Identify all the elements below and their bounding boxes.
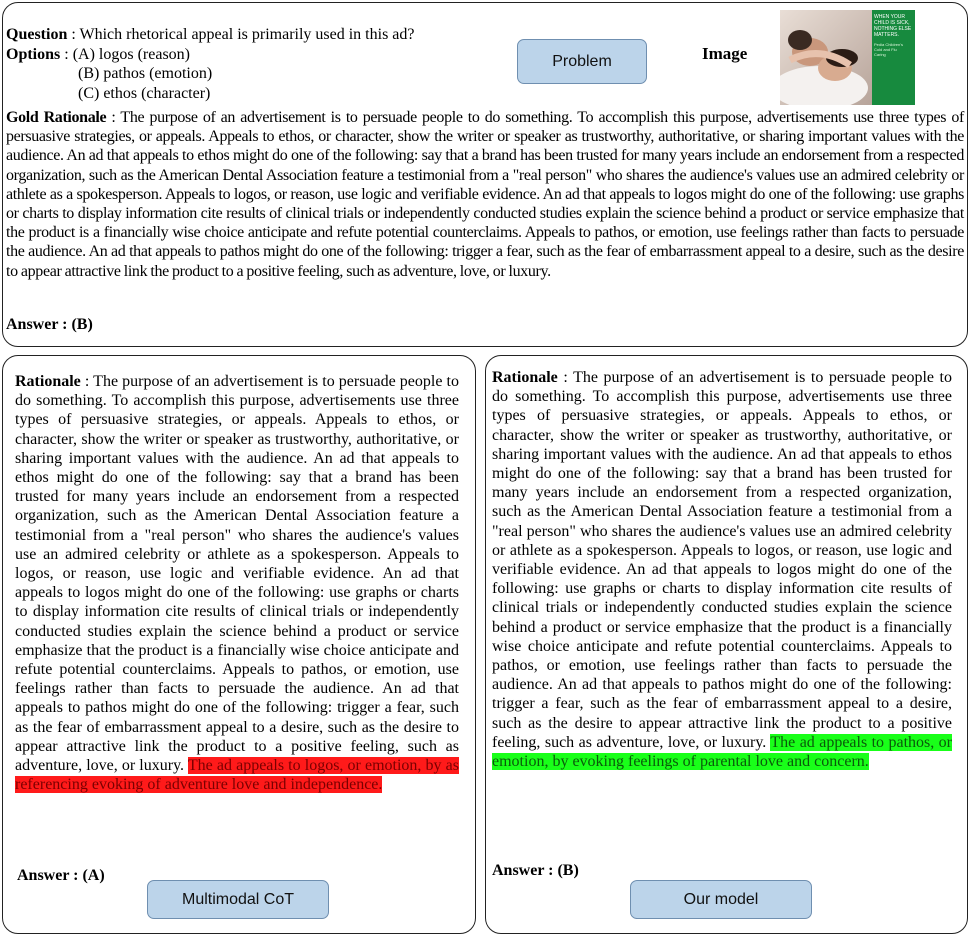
our-model-button[interactable]: Our model	[630, 880, 812, 919]
ad-thumbnail-image	[780, 10, 915, 105]
right-rationale-label: Rationale	[492, 369, 558, 386]
right-answer	[492, 861, 579, 880]
option-b-row	[6, 64, 506, 84]
left-rationale-label: Rationale	[15, 373, 81, 390]
ad-thumb-line: MATTERS.	[874, 32, 899, 38]
question-text: Which rhetorical appeal is primarily used in this ad?	[79, 26, 415, 43]
gold-rationale: Gold Rationale : The purpose of an advertisement is to persuade people to do something. To accomplish this purpose, advertisements use three types of persuasive strategies, or appeals. Appeals to ethos, or character, show the writer or speaker as trustworthy, authoritative, or sharing important values with the audience. An ad that appeals to ethos might do one of the following: say that a brand has been trusted for many years include an endorsement from a respected organization, such as the American Dental Association feature a testimonial from a "real person" who shares the audience's values use an admired celebrity or athlete as a spokesperson. Appeals to logos, or reason, use logic and verifiable evidence. An ad that appeals to logos might do one of the following: use graphs or charts to display information cite results of clinical trials or independently conducted studies explain the science behind a product or service emphasize that the product is a financially wise choice anticipate and refute potential counterclaims. Appeals to pathos, or emotion, use feelings rather than facts to persuade the audience. An ad that appeals to pathos might do one of the following: trigger a fear, such as the fear of embarrassment appeal to a desire, such as the desire to appear attractive link the product to a positive feeling, such as adventure, love, or luxury.	[6, 109, 964, 280]
question-block	[6, 25, 506, 103]
ad-thumb-line: WHEN YOUR	[874, 14, 906, 20]
right-answer-label: Answer : (B)	[492, 862, 579, 879]
options-row: Options : (A) logos (reason)	[6, 45, 190, 63]
gold-answer	[6, 315, 93, 334]
left-rationale: Rationale : The purpose of an advertisement is to persuade people to do something. To accomplish this purpose, advertisements use three types of persuasive strategies, or appeals. Appeals to ethos, or character, show the writer or speaker as trustworthy, authoritative, or sharing important values with the audience. An ad that appeals to ethos might do one of the following: say that a brand has been trusted for many years include an endorsement from a respected organization, such as the American Dental Association feature a testimonial from a "real person" who shares the audience's values use an admired celebrity or athlete as a spokesperson. Appeals to logos, or reason, use logic and verifiable evidence. An ad that appeals to logos might do one of the following: use graphs or charts to display information cite results of clinical trials or independently conducted studies explain the science behind a product or service emphasize that the product is a financially wise choice anticipate and refute potential counterclaims. Appeals to pathos, or emotion, use feelings rather than facts to persuade the audience. An ad that appeals to pathos might do one of the following: trigger a fear, such as the fear of embarrassment appeal to a desire, such as the desire to appear attractive link the product to a positive feeling, such as adventure, love, or luxury. The ad appeals to logos, or emotion, by as referencing evoking of adventure love and independence.	[15, 373, 459, 794]
image-label: Image	[702, 44, 748, 63]
ad-thumbnail-text	[874, 14, 914, 57]
option-c: (C) ethos (character)	[78, 84, 211, 102]
problem-button[interactable]: Problem	[517, 39, 647, 84]
ad-thumb-line: Pedia Children's	[874, 42, 904, 47]
question-row: Question : Which rhetorical appeal is primarily used in this ad?	[6, 26, 415, 43]
multimodal-cot-button[interactable]: Multimodal CoT	[147, 880, 329, 919]
option-a: (A) logos (reason)	[72, 45, 190, 63]
left-highlight-text: The ad appeals to logos, or emotion, by as referencing evoking of adventure love and independence.	[15, 757, 459, 794]
ad-thumb-line: NOTHING ELSE	[874, 26, 912, 32]
left-rationale-text: The purpose of an advertisement is to persuade people to do something. To accomplish this purpose, advertisements use three types of persuasive strategies, or appeals. Appeals to ethos, or character, show the writer or speaker as trustworthy, authoritative, or sharing important values with the audience. An ad that appeals to ethos might do one of the following: say that a brand has been trusted for many years include an endorsement from a respected organization, such as the American Dental Association feature a testimonial from a "real person" who shares the audience's values use an admired celebrity or athlete as a spokesperson. Appeals to logos, or reason, use logic and verifiable evidence. An ad that appeals to logos might do one of the following: use graphs or charts to display information cite results of clinical trials or independently conducted studies explain the science behind a product or service emphasize that the product is a financially wise choice anticipate and refute potential counterclaims. Appeals to pathos, or emotion, use feelings rather than facts to persuade the audience. An ad that appeals to pathos might do one of the following: trigger a fear, such as the fear of embarrassment appeal to a desire, such as the desire to appear attractive link the product to a positive feeling, such as adventure, love, or luxury.	[15, 373, 459, 775]
right-rationale-text: The purpose of an advertisement is to persuade people to do something. To accomplish this purpose, advertisements use three types of persuasive strategies, or appeals. Appeals to ethos, or character, show the writer or speaker as trustworthy, authoritative, or sharing important values with the audience. An ad that appeals to ethos might do one of the following: say that a brand has been trusted for many years include an endorsement from a respected organization, such as the American Dental Association feature a testimonial from a "real person" who shares the audience's values use an admired celebrity or athlete as a spokesperson. Appeals to logos, or reason, use logic and verifiable evidence. An ad that appeals to logos might do one of the following: use graphs or charts to display information cite results of clinical trials or independently conducted studies explain the science behind a product or service emphasize that the product is a financially wise choice anticipate and refute potential counterclaims. Appeals to pathos, or emotion, use feelings rather than facts to persuade the audience. An ad that appeals to pathos might do one of the following: trigger a fear, such as the fear of embarrassment appeal to a desire, such as the desire to appear attractive link the product to a positive feeling, such as adventure, love, or luxury.	[492, 369, 953, 751]
options-label: Options	[6, 45, 61, 63]
gold-rationale-label: Gold Rationale	[6, 109, 107, 126]
left-answer-label: Answer : (A)	[17, 867, 105, 884]
question-label: Question	[6, 26, 68, 43]
option-b: (B) pathos (emotion)	[78, 65, 213, 83]
left-answer	[17, 866, 105, 885]
gold-answer-label: Answer : (B)	[6, 316, 93, 333]
ad-thumb-line: CHILD IS SICK,	[874, 20, 910, 26]
ad-thumb-line: Cold and Flu	[874, 47, 897, 52]
option-c-row	[6, 84, 506, 104]
right-rationale: Rationale : The purpose of an advertisement is to persuade people to do something. To accomplish this purpose, advertisements use three types of persuasive strategies, or appeals. Appeals to ethos, or character, show the writer or speaker as trustworthy, authoritative, or sharing important values with the audience. An ad that appeals to ethos might do one of the following: say that a brand has been trusted for many years include an endorsement from a respected organization, such as the American Dental Association feature a testimonial from a "real person" who shares the audience's values use an admired celebrity or athlete as a spokesperson. Appeals to logos, or reason, use logic and verifiable evidence. An ad that appeals to logos might do one of the following: use graphs or charts to display information cite results of clinical trials or independently conducted studies explain the science behind a product or service emphasize that the product is a financially wise choice anticipate and refute potential counterclaims. Appeals to pathos, or emotion, use feelings rather than facts to persuade the audience. An ad that appeals to pathos might do one of the following: trigger a fear, such as the fear of embarrassment appeal to a desire, such as the desire to appear attractive link the product to a positive feeling, such as adventure, love, or luxury. The ad appeals to pathos, or emotion, by evoking feelings of parental love and concern.	[492, 369, 953, 771]
right-highlight-text: The ad appeals to pathos, or emotion, by evoking feelings of parental love and concern.	[492, 733, 952, 771]
gold-rationale-text: The purpose of an advertisement is to persuade people to do something. To accomplish this purpose, advertisements use three types of persuasive strategies, or appeals. Appeals to ethos, or character, show the writer or speaker as trustworthy, authoritative, or sharing important values with the audience. An ad that appeals to ethos might do one of the following: say that a brand has been trusted for many years include an endorsement from a respected organization, such as the American Dental Association feature a testimonial from a "real person" who shares the audience's values use an admired celebrity or athlete as a spokesperson. Appeals to logos, or reason, use logic and verifiable evidence. An ad that appeals to logos might do one of the following: use graphs or charts to display information cite results of clinical trials or independently conducted studies explain the science behind a product or service emphasize that the product is a financially wise choice anticipate and refute potential counterclaims. Appeals to pathos, or emotion, use feelings rather than facts to persuade the audience. An ad that appeals to pathos might do one of the following: trigger a fear, such as the fear of embarrassment appeal to a desire, such as the desire to appear attractive link the product to a positive feeling, such as adventure, love, or luxury.	[6, 109, 964, 280]
ad-thumb-line: Caring	[874, 52, 886, 57]
